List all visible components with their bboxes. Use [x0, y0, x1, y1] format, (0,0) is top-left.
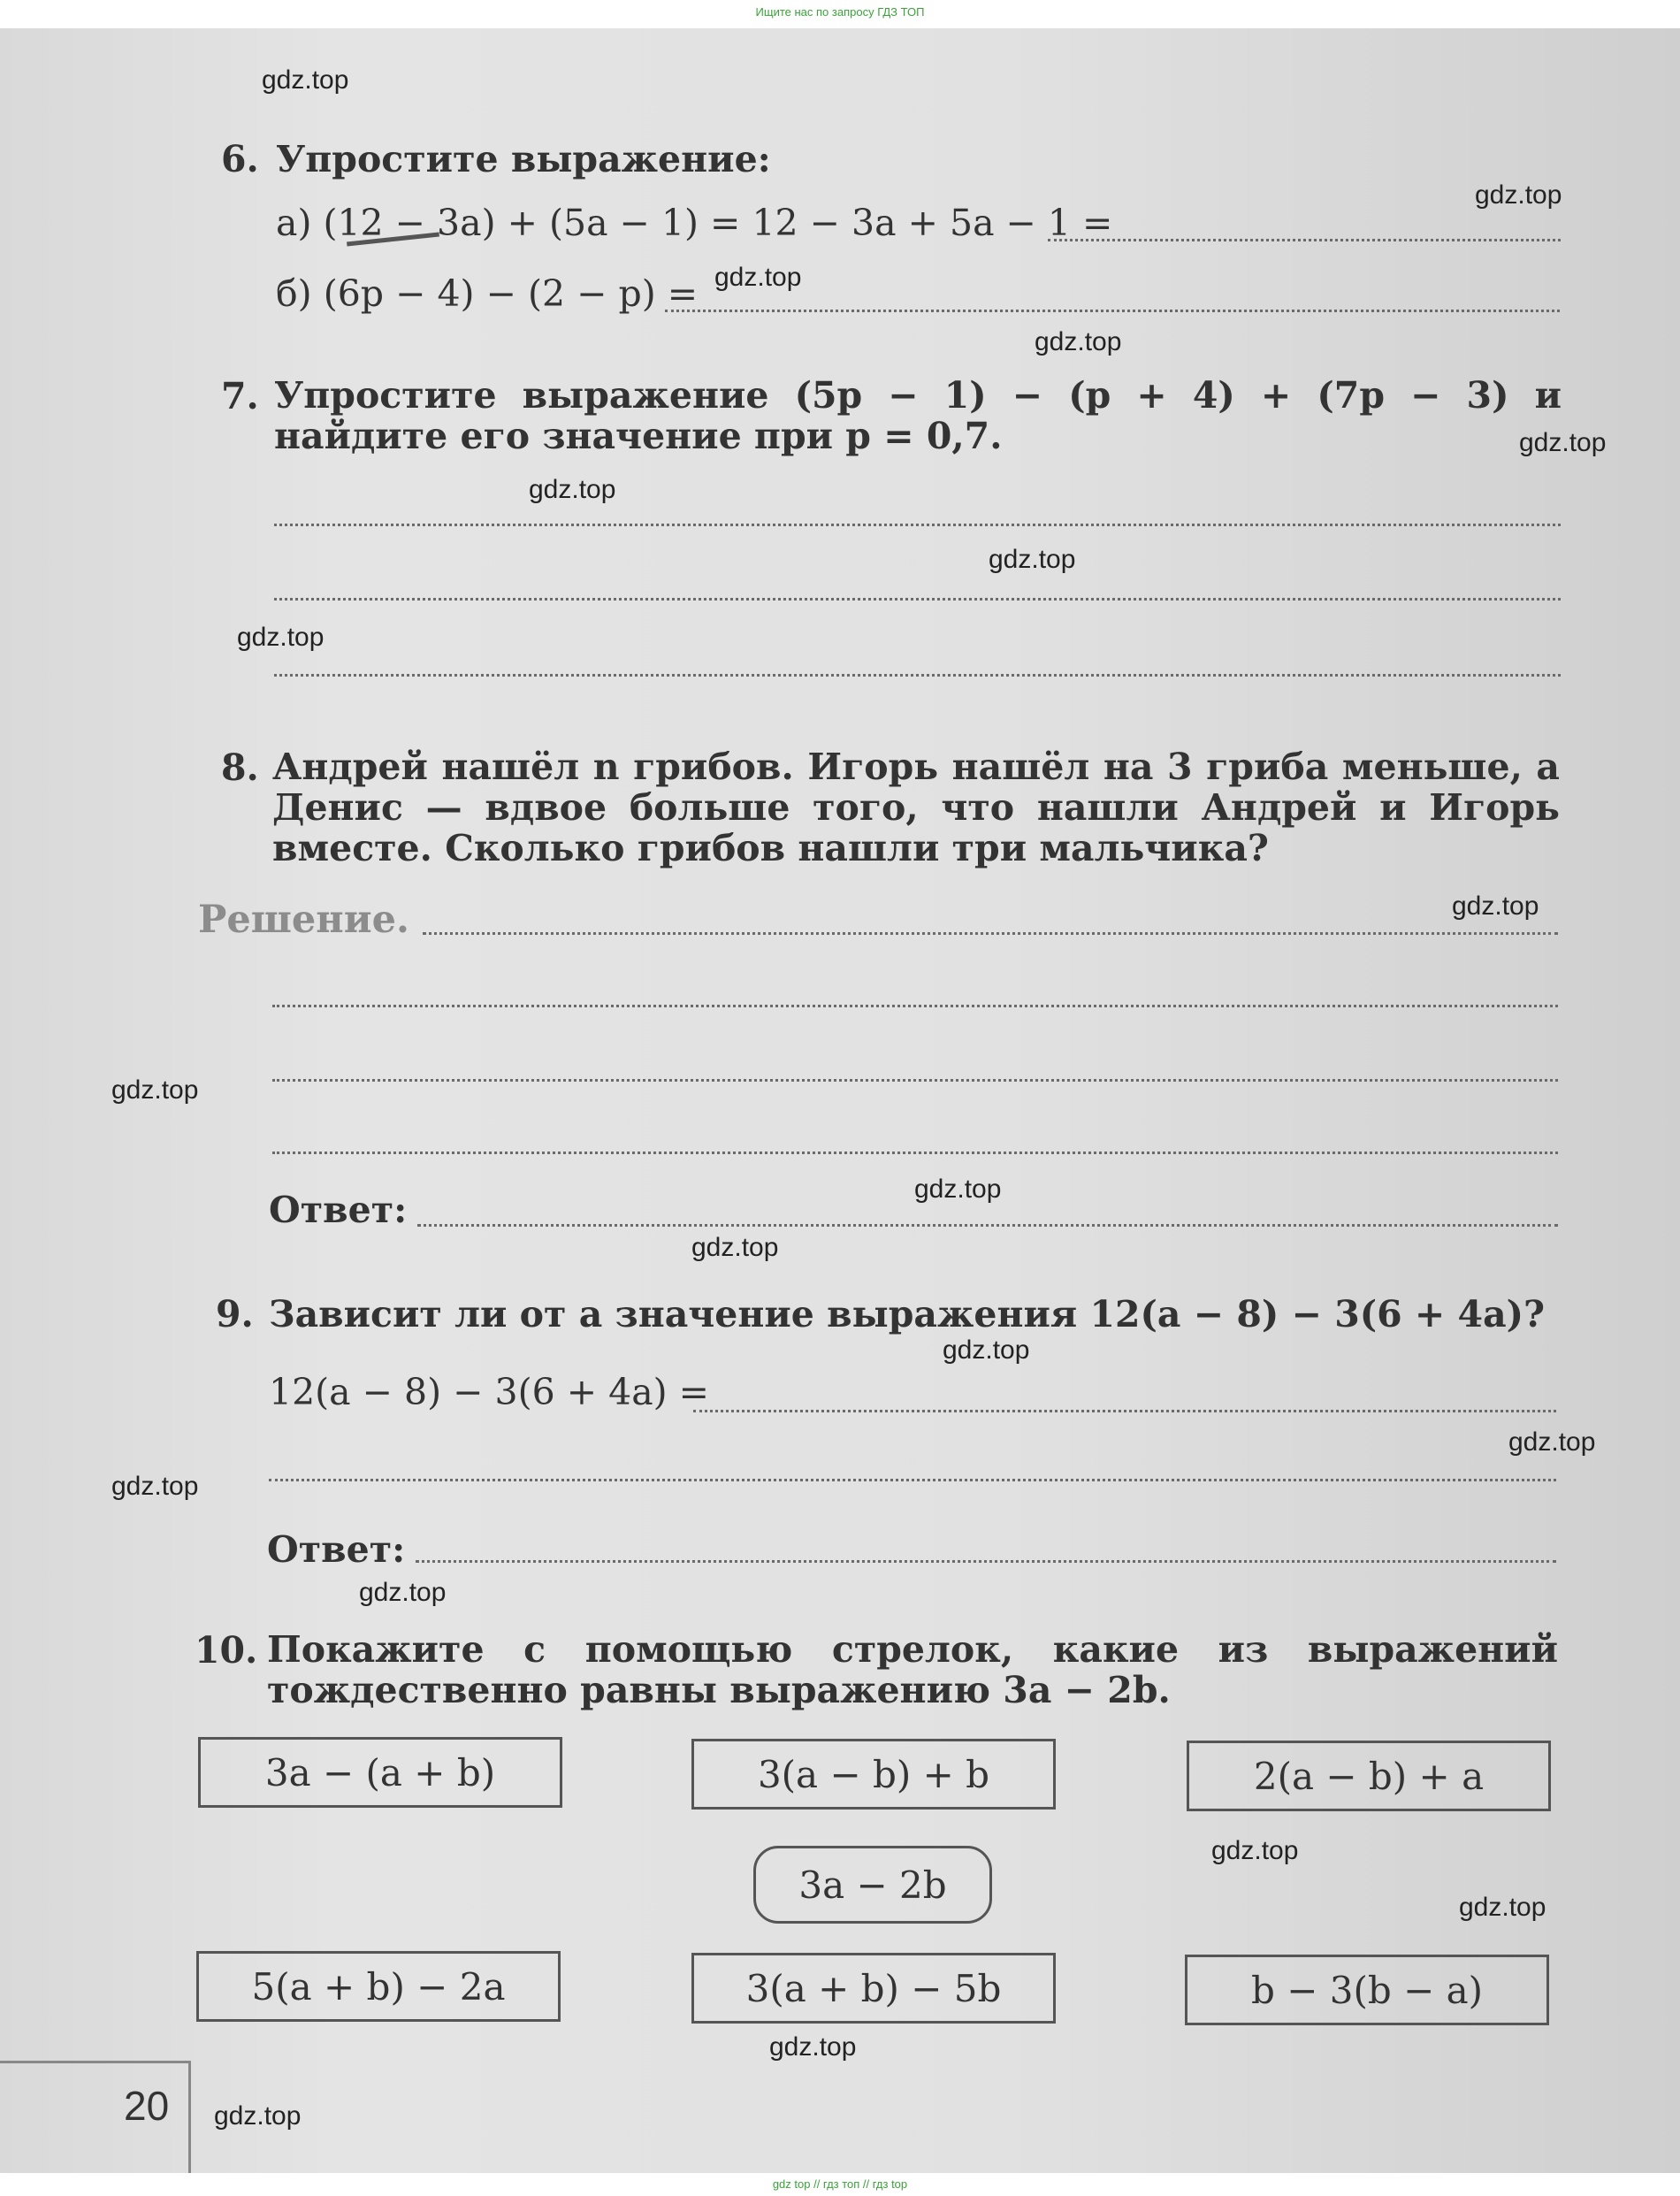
watermark: gdz.top [111, 1472, 199, 1501]
target-expression-box[interactable]: 3a − 2b [753, 1846, 992, 1924]
task-10-text: Покажите с помощью стрелок, какие из выражений тождественно равны выражению 3a − 2b. [267, 1628, 1558, 1711]
expression-box-bottom-1[interactable]: 5(a + b) − 2a [196, 1951, 561, 2022]
watermark: gdz.top [529, 475, 616, 504]
watermark: gdz.top [1508, 1427, 1596, 1457]
watermark: gdz.top [1519, 428, 1607, 457]
expression-box-bottom-2[interactable]: 3(a + b) − 5b [691, 1953, 1056, 2024]
watermark: gdz.top [1211, 1836, 1299, 1865]
expression-box-top-1[interactable]: 3a − (a + b) [198, 1737, 562, 1808]
watermark: gdz.top [714, 263, 802, 292]
solution-label: Решение. [198, 898, 409, 942]
task-8-answer-label: Ответ: [269, 1189, 408, 1231]
watermark: gdz.top [943, 1335, 1030, 1365]
answer-line-9-1[interactable] [693, 1410, 1556, 1412]
task-7-text: Упростите выражение (5p − 1) − (p + 4) + (7p − 3) и найдите его значение при p = 0,7. [274, 374, 1562, 457]
task-9-number: 9. [216, 1293, 254, 1335]
task-9-answer-label: Ответ: [267, 1528, 406, 1571]
task-6a-expression: а) (12 − 3a) + (5a − 1) = 12 − 3a + 5a − 1 = [276, 202, 1113, 244]
page-number: 20 [124, 2083, 170, 2129]
watermark: gdz.top [262, 65, 349, 95]
answer-line-6b[interactable] [665, 310, 1560, 312]
task-8-text: Андрей нашёл n грибов. Игорь нашёл на 3 гриба меньше, а Денис — вдвое больше того, что нашли Андрей и Игорь вместе. Сколько грибов нашли три мальчика? [272, 746, 1560, 869]
workbook-page [0, 28, 1680, 2173]
solution-line-1[interactable] [423, 932, 1558, 935]
watermark: gdz.top [1475, 180, 1562, 210]
answer-line-8[interactable] [417, 1224, 1558, 1227]
watermark: gdz.top [1035, 327, 1122, 356]
answer-line-9-3[interactable] [416, 1560, 1556, 1563]
expression-box-top-3[interactable]: 2(a − b) + a [1187, 1741, 1551, 1811]
task-6-text: Упростите выражение: [276, 138, 771, 180]
expression-box-top-2[interactable]: 3(a − b) + b [691, 1739, 1056, 1810]
watermark: gdz.top [691, 1233, 779, 1262]
solution-line-4[interactable] [272, 1152, 1558, 1154]
answer-line-6a[interactable] [1048, 239, 1561, 241]
watermark: gdz.top [769, 2032, 857, 2062]
solution-line-2[interactable] [272, 1005, 1558, 1007]
watermark: gdz.top [989, 545, 1076, 574]
answer-line-7-2[interactable] [274, 598, 1561, 601]
answer-line-7-1[interactable] [274, 524, 1561, 526]
answer-line-9-2[interactable] [269, 1479, 1556, 1481]
answer-line-7-3[interactable] [274, 674, 1561, 677]
top-banner: Ищите нас по запросу ГДЗ ТОП [755, 5, 925, 19]
watermark: gdz.top [1459, 1893, 1546, 1922]
watermark: gdz.top [914, 1175, 1002, 1204]
expression-box-bottom-3[interactable]: b − 3(b − a) [1185, 1955, 1549, 2025]
bottom-banner: gdz top // гдз топ // гдз top [772, 2177, 908, 2191]
task-10-number: 10. [195, 1629, 258, 1672]
watermark: gdz.top [359, 1578, 447, 1607]
watermark: gdz.top [111, 1075, 199, 1105]
solution-line-3[interactable] [272, 1079, 1558, 1082]
task-9-expression: 12(a − 8) − 3(6 + 4a) = [269, 1371, 710, 1413]
task-6-number: 6. [221, 138, 259, 180]
watermark: gdz.top [237, 623, 325, 652]
watermark: gdz.top [214, 2101, 302, 2131]
task-9-text: Зависит ли от a значение выражения 12(a − 8) − 3(6 + 4a)? [269, 1293, 1546, 1335]
watermark: gdz.top [1452, 891, 1539, 921]
task-6b-expression: б) (6p − 4) − (2 − p) = [276, 272, 699, 315]
task-7-number: 7. [221, 375, 259, 417]
task-8-number: 8. [221, 746, 259, 789]
